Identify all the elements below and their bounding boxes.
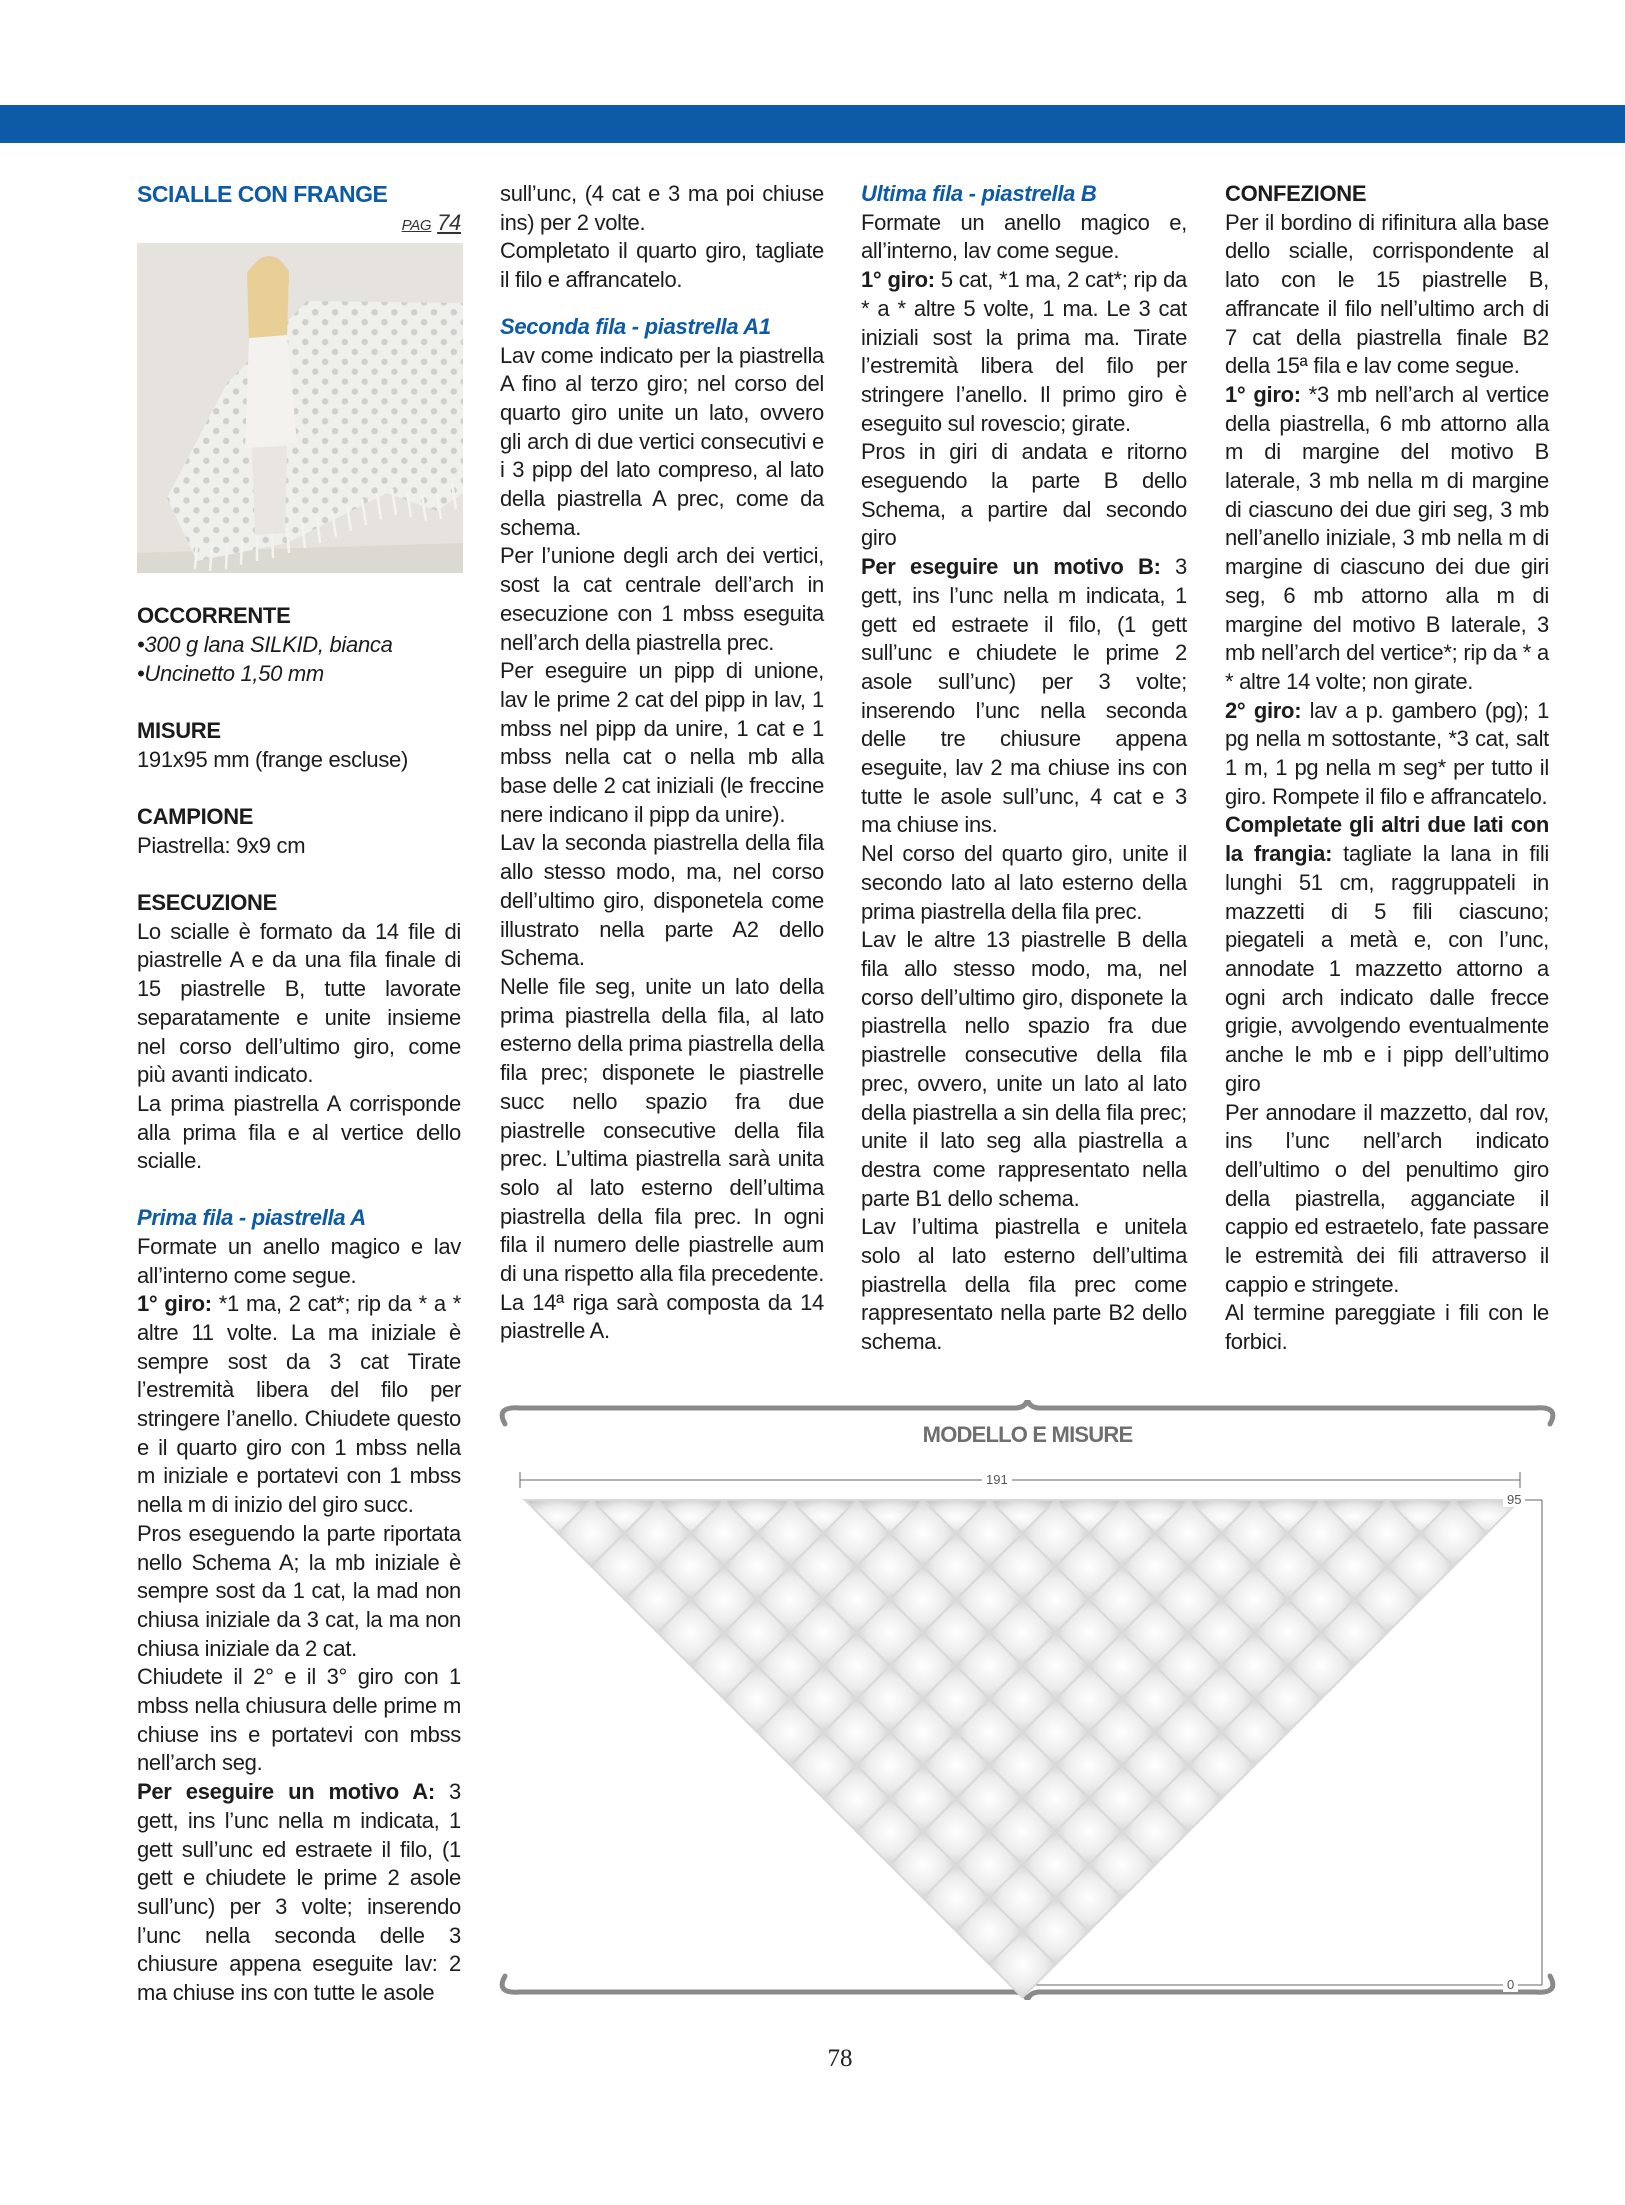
ultima-fila-heading: Ultima fila - piastrella B (861, 181, 1097, 206)
esecuzione-heading: ESECUZIONE (137, 890, 278, 916)
motivo-a-paragraph (137, 1778, 461, 2008)
width-label: 191 (982, 1472, 1012, 1487)
motivo-b-label: Per eseguire un motivo B: (861, 554, 1161, 580)
shawl-diagram (480, 1400, 1575, 2000)
page-reference (137, 209, 461, 241)
shawl-photo (137, 243, 463, 573)
column-2 (500, 180, 824, 1346)
frangia-label: Completate gli altri due lati con la frangia: (1225, 812, 1549, 867)
campione-text: Piastrella: 9x9 cm (137, 832, 306, 858)
altre-piastrelle-paragraph: Lav le altre 13 piastrelle B della fila allo stesso modo, ma, nel corso dell’ultimo giro, disponete la piastrella nello spazio fra due piastrelle consecutive della fila prec, ovvero, unite un lato al lato della piastrella a sin della fila prec; unite il lato seg alla piastrella a destra come rappresentato nella parte B1 dello schema. (861, 927, 1187, 1211)
confezione-heading: CONFEZIONE (1225, 181, 1367, 206)
frangia-paragraph (1225, 811, 1549, 1098)
giro-2-label: 2° giro: (1225, 697, 1302, 723)
misure-text: 191x95 mm (frange escluse) (137, 746, 408, 772)
height-label: 95 (1503, 1492, 1525, 1507)
giro-1-paragraph (861, 266, 1187, 438)
materials-item-hook: •Uncinetto 1,50 mm (137, 660, 324, 686)
termine-paragraph: Al termine pareggiate i fili con le forbici. (1225, 1300, 1549, 1355)
page-number: 78 (827, 2045, 853, 2072)
column-3 (861, 180, 1187, 1357)
giro-1-text: *1 ma, 2 cat*; rip da * a * altre 11 volte. La ma iniziale è sempre sost da 3 cat Tirate l’estremità libera del filo per stringere l’anello. Chiudete questo e il quarto giro con 1 mbss nella m iniziale e portatevi con 1 mbss nella m di inizio del giro succ. (137, 1291, 462, 1518)
giro-2-text: lav a p. gambero (pg); 1 pg nella m sottostante, *3 cat, salt 1 m, 1 pg nella m seg* per tutto il giro. Rompete il filo e affrancatelo. (1225, 697, 1550, 809)
quarto-giro-paragraph: Nel corso del quarto giro, unite il secondo lato al lato esterno della prima piastrella della fila prec. (861, 841, 1187, 924)
misure-heading: MISURE (137, 717, 221, 743)
motivo-a-text: 3 gett, ins l’unc nella m indicata, 1 gett sull’unc ed estraete il filo, (1 gett e chiudete le prime 2 asole sull’unc) per 3 volte; inserendo l’unc nella seconda delle 3 chiusure appena eseguite lav: 2 ma chiuse ins con tutte le asole (137, 1779, 461, 2006)
campione-heading: CAMPIONE (137, 803, 254, 829)
seconda-fila-heading: Seconda fila - piastrella A1 (500, 313, 771, 339)
motivo-b-paragraph (861, 553, 1187, 840)
giro-1-label: 1° giro: (861, 267, 935, 293)
annodare-paragraph: Per annodare il mazzetto, dal rov, ins l’unc nell’arch indicato dell’ultimo o del penultimo giro della piastrella, agganciate il cappio ed estraetelo, fate passare le estremità dei fili attraverso il cappio e stringete. (1225, 1099, 1549, 1297)
seconda-fila-paragraph: Nelle file seg, unite un lato della prima piastrella della fila, al lato esterno della prima piastrella della fila prec; disponete le piastrelle succ nello spazio fra due piastrelle consecutive della fila prec. L’ultima piastrella sarà unita solo al lato esterno dell’ultima piastrella della fila prec. In ogni fila il numero delle piastrelle aum di una rispetto alla fila precedente. La 14ª riga sarà composta da 14 piastrelle A. (500, 973, 825, 1344)
seconda-fila-paragraph: Lav la seconda piastrella della fila allo stesso modo, ma, nel corso dell’ultimo giro, disponetela come illustrato nella parte A2 dello Schema. (500, 830, 824, 971)
giro-1-label: 1° giro: (1225, 381, 1301, 407)
giro-1-paragraph (1225, 381, 1549, 697)
giro-1-text: *3 mb nell’arch al vertice della piastrella, 6 mb attorno alla m di margine del motivo B laterale, 3 mb nella m di margine di ciascuno dei due giri seg, 3 mb nell’anello iniziale, 3 mb nella m di margine di ciascuno dei due giri seg, 6 mb attorno alla m di margine del motivo B laterale, 3 mb nell’arch del vertice*; rip da * a * altre 14 volte; non girate. (1225, 381, 1550, 694)
materials-item-yarn: •300 g lana SILKID, bianca (137, 631, 393, 657)
ultima-fila-paragraph: Formate un anello magico e, all’interno, lav come segue. (861, 209, 1187, 264)
diagram-svg (480, 1400, 1575, 2000)
seconda-fila-paragraph: Per eseguire un pipp di unione, lav le prime 2 cat del pipp in lav, 1 mbss nel pipp da unire, 1 cat e 1 mbss nella cat o nella mb alla base delle 2 cat iniziali (le freccine nere indicano il pipp da unire). (500, 658, 824, 827)
pros-paragraph: Pros in giri di andata e ritorno eseguendo la parte B dello Schema, a partire dal secondo giro (861, 439, 1187, 551)
giro-2-paragraph (1225, 697, 1549, 812)
header-color-bar (0, 105, 1625, 143)
prima-fila-heading: Prima fila - piastrella A (137, 1205, 366, 1231)
esecuzione-paragraph: Lo scialle è formato da 14 file di piastrelle A e da una fila finale di 15 piastrelle B, tutte lavorate separatamente e unite insieme nel corso dell’ultimo giro, come più avanti indicato. (137, 918, 461, 1088)
motivo-a-label: Per eseguire un motivo A: (137, 1779, 435, 1805)
seconda-fila-paragraph: Lav come indicato per la piastrella A fino al terzo giro; nel corso del quarto giro unite un lato, ovvero gli arch di due vertici consecutivi e i 3 pipp del lato compreso, al lato della piastrella A prec, come da schema. (500, 342, 824, 540)
giro-1-paragraph (137, 1290, 461, 1520)
column-4 (1225, 180, 1549, 1357)
occorrente-heading: OCCORRENTE (137, 603, 291, 629)
motivo-b-text: 3 gett, ins l’unc nella m indicata, 1 gett ed estraete il filo, (1 gett sull’unc e chiudete le prime 2 asole sull’unc) per 3 volte; inserendo l’unc nella seconda delle tre chiusure appena eseguite, lav 2 ma chiuse ins con tutte le asole sull’unc, 4 cat e 3 ma chiuse ins. (861, 554, 1187, 838)
completato-paragraph: Completato il quarto giro, tagliate il filo e affrancatelo. (500, 238, 824, 293)
page-reference-label: PAG (401, 216, 432, 234)
frangia-text: tagliate la lana in fili lunghi 51 cm, raggruppateli in mazzetti di 5 fili ciascuno; piegateli a metà e, con l’unc, annodate 1 mazzetto attorno a ogni arch indicato dalle frecce grigie, avvolgendo eventualmente anche le mb e i pipp dell’ultimo giro (1225, 841, 1549, 1096)
zero-label: 0 (1503, 1977, 1518, 1992)
column-1 (137, 180, 461, 2008)
tile-grid (525, 1500, 1520, 1998)
giro-1-text: 5 cat, *1 ma, 2 cat*; rip da * a * altre 5 volte, 1 ma. Le 3 cat iniziali sost la prima ma. Tirate l’estremità libera del filo per stringere l’anello. Il primo giro è eseguito sul rovescio; girate. (861, 267, 1187, 436)
chiudete-paragraph: Chiudete il 2° e il 3° giro con 1 mbss nella chiusura delle prime m chiuse ins e portatevi con mbss nell’arch seg. (137, 1664, 461, 1776)
prima-fila-paragraph: Formate un anello magico e lav all’interno come segue. (137, 1233, 461, 1288)
continued-paragraph: sull’unc, (4 cat e 3 ma poi chiuse ins) per 2 volte. (500, 181, 824, 235)
page-reference-number: 74 (437, 209, 461, 235)
confezione-paragraph: Per il bordino di rifinitura alla base dello scialle, corrispondente al lato con le 15 piastrelle B, affrancate il filo nell’ultimo arch di 7 cat della piastrella finale B2 della 15ª fila e lav come segue. (1225, 209, 1549, 379)
top-brace (502, 1400, 1553, 1424)
diagram-title: MODELLO E MISURE (922, 1422, 1133, 1447)
esecuzione-paragraph: La prima piastrella A corrisponde alla prima fila e al vertice dello scialle. (137, 1091, 461, 1174)
seconda-fila-paragraph: Per l’unione degli arch dei vertici, sost la cat centrale dell’arch in esecuzione con 1 mbss eseguita nell’arch della piastrella prec. (500, 543, 824, 655)
pros-paragraph: Pros eseguendo la parte riportata nello Schema A; la mb iniziale è sempre sost da 1 cat, la mad non chiusa iniziale da 3 cat, la ma non chiusa iniziale da 2 cat. (137, 1520, 461, 1661)
pattern-title: SCIALLE CON FRANGE (137, 181, 388, 207)
ultima-piastrella-paragraph: Lav l’ultima piastrella e unitela solo al lato esterno dell’ultima piastrella della fila prec come rappresentato nella parte B2 dello schema. (861, 1214, 1187, 1355)
giro-1-label: 1° giro: (137, 1291, 212, 1317)
